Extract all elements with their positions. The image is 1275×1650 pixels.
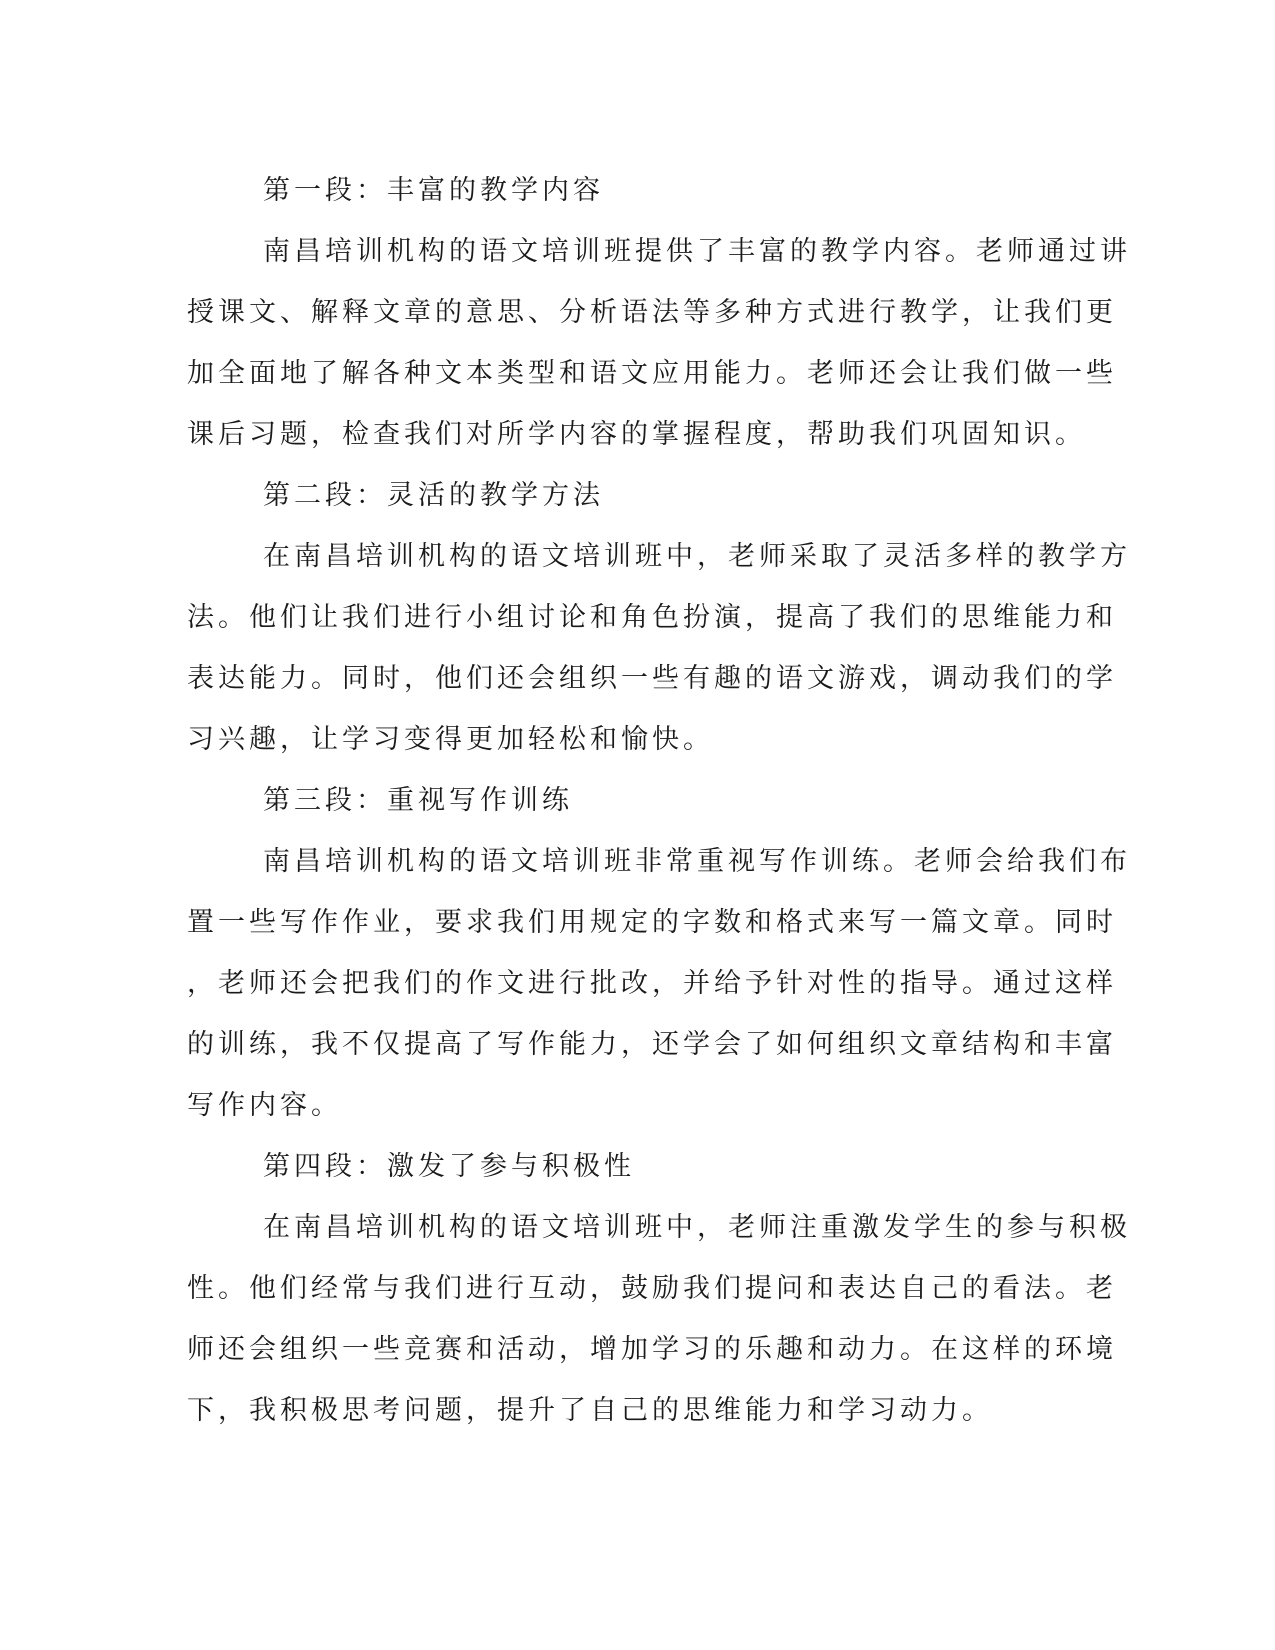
section-paragraph-1 (187, 221, 1131, 465)
document-body (187, 160, 1131, 1441)
paragraph-line: 表达能力。同时，他们还会组织一些有趣的语文游戏，调动我们的学 (187, 663, 1117, 694)
section-heading-4: 第四段：激发了参与积极性 (263, 1151, 635, 1182)
section-heading-3: 第三段：重视写作训练 (263, 785, 573, 816)
paragraph-line: 写作内容。 (187, 1090, 342, 1121)
paragraph-line: 法。他们让我们进行小组讨论和角色扮演，提高了我们的思维能力和 (187, 602, 1117, 633)
paragraph-line: 的训练，我不仅提高了写作能力，还学会了如何组织文章结构和丰富 (187, 1029, 1117, 1060)
paragraph-line: 置一些写作作业，要求我们用规定的字数和格式来写一篇文章。同时 (187, 907, 1117, 938)
section-paragraph-3 (187, 831, 1131, 1136)
paragraph-line: 在南昌培训机构的语文培训班中，老师采取了灵活多样的教学方 (263, 541, 1131, 572)
paragraph-line: 南昌培训机构的语文培训班非常重视写作训练。老师会给我们布 (263, 846, 1131, 877)
section-paragraph-2 (187, 526, 1131, 770)
section-heading-1: 第一段：丰富的教学内容 (263, 175, 604, 206)
paragraph-line: 习兴趣，让学习变得更加轻松和愉快。 (187, 724, 714, 755)
paragraph-line: 在南昌培训机构的语文培训班中，老师注重激发学生的参与积极 (263, 1212, 1131, 1243)
paragraph-line: 加全面地了解各种文本类型和语文应用能力。老师还会让我们做一些 (187, 358, 1117, 389)
paragraph-line: 下，我积极思考问题，提升了自己的思维能力和学习动力。 (187, 1395, 993, 1426)
paragraph-line: 性。他们经常与我们进行互动，鼓励我们提问和表达自己的看法。老 (187, 1273, 1117, 1304)
paragraph-line: 南昌培训机构的语文培训班提供了丰富的教学内容。老师通过讲 (263, 236, 1131, 267)
paragraph-line: 授课文、解释文章的意思、分析语法等多种方式进行教学，让我们更 (187, 297, 1117, 328)
paragraph-line: 课后习题，检查我们对所学内容的掌握程度，帮助我们巩固知识。 (187, 419, 1086, 450)
paragraph-line: 师还会组织一些竞赛和活动，增加学习的乐趣和动力。在这样的环境 (187, 1334, 1117, 1365)
section-paragraph-4 (187, 1197, 1131, 1441)
section-heading-2: 第二段：灵活的教学方法 (263, 480, 604, 511)
paragraph-line: ，老师还会把我们的作文进行批改，并给予针对性的指导。通过这样 (187, 968, 1117, 999)
